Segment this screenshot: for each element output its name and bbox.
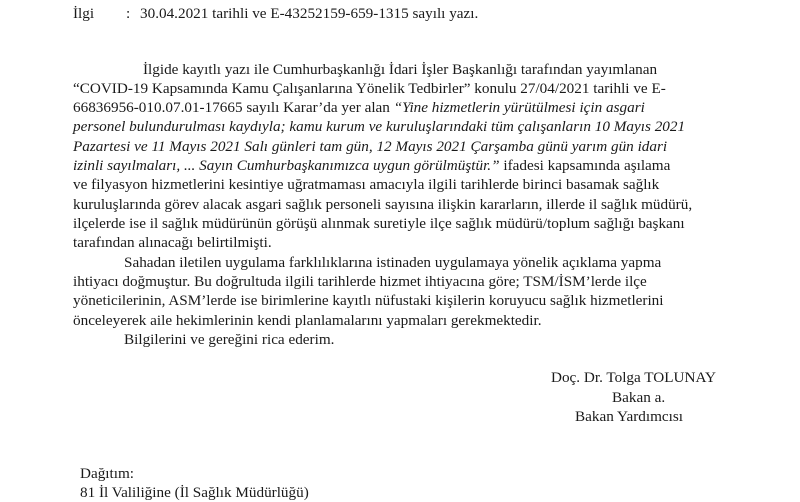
p2-line-3: yöneticilerinin, ASM’lerde ise birimlerine kayıtlı nüfustaki kişilerin koruyucu sağlık hizmetlerini: [73, 292, 664, 309]
p2-line-4: önceleyerek aile hekimlerinin kendi planlamalarını yapmaları gerekmektedir.: [73, 312, 542, 329]
p2-line-2: ihtiyacı doğmuştur. Bu doğrultuda ilgili tarihlerde hizmet ihtiyacına göre; TSM/İSM’lerde ilçe: [73, 273, 647, 290]
p1-line-8: kuruluşlarında görev alacak asgari sağlık personeli sayısına ilişkin kararların, illerde il sağlık müdürü,: [73, 196, 693, 213]
reference-label: İlgi: [73, 5, 95, 22]
p1-line-4: personel bulundurulması kaydıyla; kamu kurum ve kuruluşlarındaki tüm çalışanların 10 Mayıs 2021: [73, 118, 686, 135]
p2-line-1: Sahadan iletilen uygulama farklılıklarına istinaden uygulamaya yönelik açıklama yapma: [124, 254, 662, 271]
p1-line-5: Pazartesi ve 11 Mayıs 2021 Salı günleri tam gün, 12 Mayıs 2021 Çarşamba günü yarım gün idari: [73, 138, 668, 155]
p1-line-3-regular: 66836956-010.07.01-17665 sayılı Karar’da yer alan: [73, 99, 394, 116]
p1-line-7: ve filyasyon hizmetlerini kesintiye uğratmaması amacıyla ilgili tarihlerde birinci basamak sağlık: [73, 176, 660, 193]
closing-sentence: Bilgilerini ve gereğini rica ederim.: [124, 331, 335, 348]
reference-value: 30.04.2021 tarihli ve E-43252159-659-1315 sayılı yazı.: [140, 5, 479, 22]
distribution-label: Dağıtım:: [80, 465, 134, 482]
signatory-name: Doç. Dr. Tolga TOLUNAY: [551, 369, 717, 386]
signatory-role-1: Bakan a.: [612, 389, 666, 406]
p1-line-2: “COVID-19 Kapsamında Kamu Çalışanlarına Yönelik Tedbirler” konulu 27/04/2021 tarihli ve E-: [73, 80, 666, 97]
p1-line-6-quote: izinli sayılmaları, ... Sayın Cumhurbaşkanımızca uygun görülmüştür.”: [73, 157, 500, 174]
signatory-role-2: Bakan Yardımcısı: [575, 408, 683, 425]
p1-line-10: tarafından alınacağı belirtilmişti.: [73, 234, 272, 251]
p1-line-3-quote: “Yine hizmetlerin yürütülmesi için asgari: [393, 99, 645, 116]
p1-line-6: [73, 156, 670, 175]
p1-line-6-regular: ifadesi kapsamında aşılama: [499, 157, 671, 174]
p1-line-9: ilçelerde ise il sağlık müdürünün görüşü alınmak suretiyle ilçe sağlık müdürü/toplum sağlığı başkanı: [73, 215, 685, 232]
distribution-recipient: 81 İl Valiliğine (İl Sağlık Müdürlüğü): [80, 484, 309, 501]
p1-line-3: [73, 98, 645, 117]
p1-line-1: İlgide kayıtlı yazı ile Cumhurbaşkanlığı İdari İşler Başkanlığı tarafından yayımlanan: [143, 61, 658, 78]
reference-colon: :: [126, 5, 131, 22]
